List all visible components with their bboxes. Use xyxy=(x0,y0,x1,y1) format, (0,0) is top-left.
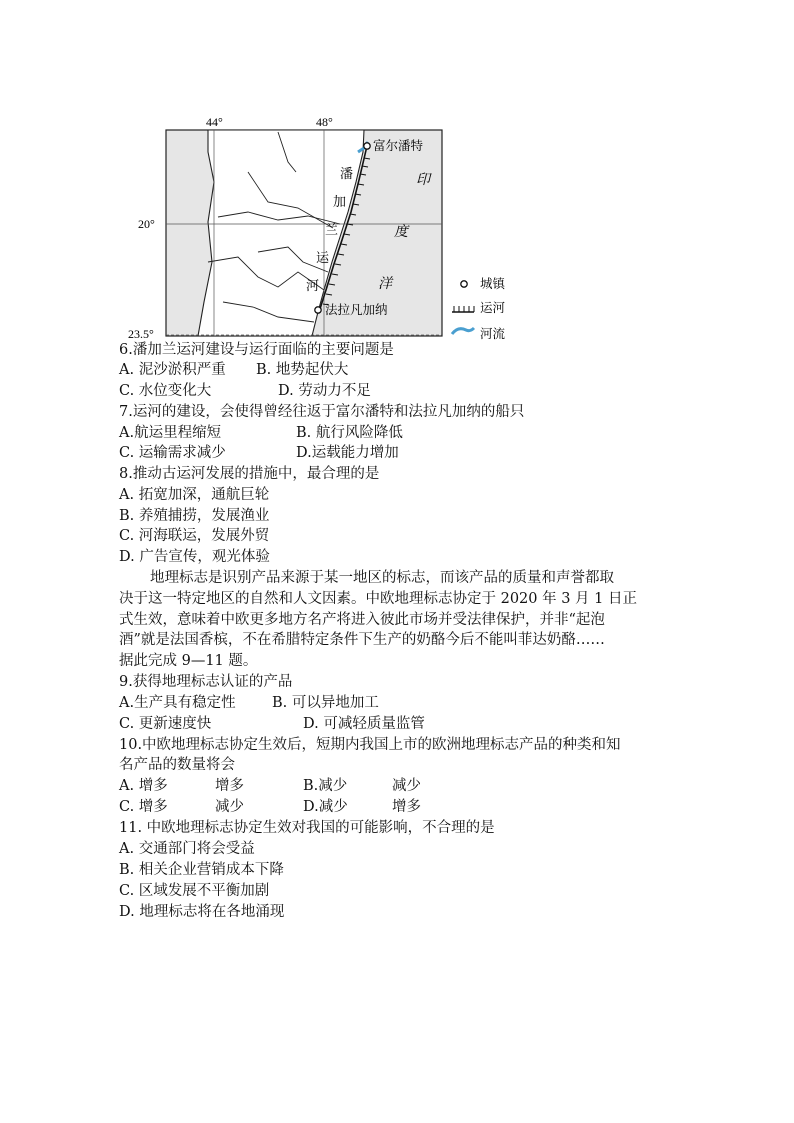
option-d: D.减少 xyxy=(303,799,348,815)
ocean-char: 度 xyxy=(394,225,408,240)
option-d: D. 地理标志将在各地涌现 xyxy=(119,904,285,920)
lon-label: 48° xyxy=(316,115,333,129)
question-11-stem: 11. 中欧地理标志协定生效对我国的可能影响，不合理的是 xyxy=(119,820,495,836)
option-a: A. 增多 xyxy=(119,778,168,794)
legend-town-label: 城镇 xyxy=(480,277,506,291)
passage-line: 酒”就是法国香槟，不在希腊特定条件下生产的奶酪今后不能叫菲达奶酪…… xyxy=(119,632,605,648)
option-c: C. 区域发展不平衡加剧 xyxy=(119,883,270,899)
south-town-label: 法拉凡加纳 xyxy=(325,303,388,317)
canal-char: 加 xyxy=(333,194,347,209)
north-town-label: 富尔潘特 xyxy=(373,139,424,153)
option-b-value2: 减少 xyxy=(392,778,421,794)
option-b: B. 航行风险降低 xyxy=(296,425,403,441)
option-b: B. 养殖捕捞，发展渔业 xyxy=(119,508,270,524)
option-d-value2: 增多 xyxy=(392,799,421,815)
ocean-char: 洋 xyxy=(378,277,392,292)
option-d: D. 劳动力不足 xyxy=(278,383,371,399)
option-c: C. 河海联运，发展外贸 xyxy=(119,528,270,544)
lat-label: 20° xyxy=(138,217,155,231)
option-a: A.航运里程缩短 xyxy=(119,425,222,441)
option-c-value2: 减少 xyxy=(215,799,244,815)
option-d: D. 可减轻质量监管 xyxy=(303,716,425,732)
question-9-stem: 9.获得地理标志认证的产品 xyxy=(119,674,293,690)
passage-line: 地理标志是识别产品来源于某一地区的标志，而该产品的质量和声誉都取 xyxy=(150,570,614,586)
option-a: A. 泥沙淤积严重 xyxy=(119,362,226,378)
passage-line: 据此完成 9—11 题。 xyxy=(119,653,258,669)
canal-char: 河 xyxy=(306,278,320,293)
question-6-stem: 6.潘加兰运河建设与运行面临的主要问题是 xyxy=(119,342,394,358)
option-a: A.生产具有稳定性 xyxy=(119,695,236,711)
option-c: C. 运输需求减少 xyxy=(119,445,226,461)
legend-river-icon xyxy=(452,328,474,334)
town-marker xyxy=(364,143,370,149)
option-b: B. 地势起伏大 xyxy=(256,362,349,378)
option-b: B.减少 xyxy=(303,778,348,794)
passage-line: 式生效，意味着中欧更多地方名产将进入彼此市场并受法律保护，并非“起泡 xyxy=(119,612,605,628)
option-c: C. 更新速度快 xyxy=(119,716,212,732)
option-c: C. 增多 xyxy=(119,799,168,815)
question-10-stem-cont: 名产品的数量将会 xyxy=(119,757,235,773)
option-b: B. 相关企业营销成本下降 xyxy=(119,862,284,878)
legend-town-icon xyxy=(461,281,467,287)
lat-label: 23.5° xyxy=(128,327,154,341)
option-a-value2: 增多 xyxy=(215,778,244,794)
lon-label: 44° xyxy=(206,115,223,129)
option-d: D. 广告宣传，观光体验 xyxy=(119,549,270,565)
legend-river-label: 河流 xyxy=(480,327,506,341)
option-b: B. 可以异地加工 xyxy=(272,695,379,711)
madagascar-canal-map xyxy=(128,112,538,342)
canal-char: 潘 xyxy=(340,166,354,181)
option-d: D.运载能力增加 xyxy=(296,445,399,461)
town-marker xyxy=(315,307,321,313)
option-c: C. 水位变化大 xyxy=(119,383,212,399)
legend-canal-label: 运河 xyxy=(480,301,506,315)
question-10-stem: 10.中欧地理标志协定生效后，短期内我国上市的欧洲地理标志产品的种类和知 xyxy=(119,737,621,753)
ocean-char: 印 xyxy=(416,173,430,188)
option-a: A. 交通部门将会受益 xyxy=(119,841,255,857)
canal-char: 运 xyxy=(316,250,330,265)
option-a: A. 拓宽加深，通航巨轮 xyxy=(119,487,270,503)
passage-line: 决于这一特定地区的自然和人文因素。中欧地理标志协定于 2020 年 3 月 1 日正 xyxy=(119,591,638,607)
question-7-stem: 7.运河的建设，会使得曾经往返于富尔潘特和法拉凡加纳的船只 xyxy=(119,404,525,420)
canal-char: 兰 xyxy=(325,222,339,237)
question-8-stem: 8.推动古运河发展的措施中，最合理的是 xyxy=(119,466,380,482)
legend-canal-icon xyxy=(452,306,474,312)
